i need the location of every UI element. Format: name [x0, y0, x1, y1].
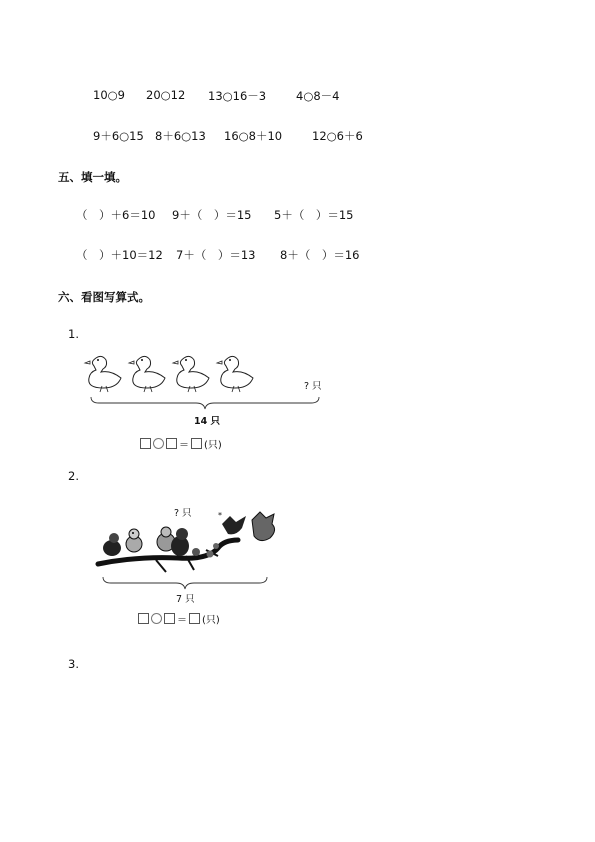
bird-icon — [252, 512, 275, 541]
total-label: 14 只 — [194, 416, 221, 427]
fill-item: （ ）＋10＝12 — [76, 248, 163, 262]
section-6-title: 六、看图写算式。 — [58, 290, 150, 304]
birds-branch-illustration — [96, 506, 281, 578]
duck-icon — [173, 356, 209, 392]
fill-item: （ ）＋6＝10 — [76, 208, 156, 222]
compare-item: 16○8＋10 — [224, 129, 283, 143]
ducks-illustration — [86, 354, 266, 394]
unit-label: (只) — [204, 440, 222, 451]
duck-icon — [85, 356, 121, 392]
bird-icon — [171, 528, 189, 556]
compare-item: 10○9 — [93, 88, 125, 102]
compare-item: 4○8－4 — [296, 89, 340, 103]
unknown-label: ? 只 — [174, 508, 192, 519]
compare-item: 12○6＋6 — [312, 129, 363, 143]
question-number: 2. — [68, 469, 79, 483]
answer-formula — [138, 611, 220, 626]
answer-box[interactable] — [138, 613, 149, 624]
bird-icon — [103, 533, 121, 556]
answer-box[interactable] — [191, 438, 202, 449]
svg-text:*: * — [218, 511, 222, 520]
compare-item: 20○12 — [146, 88, 186, 102]
brace-total — [90, 396, 320, 410]
unit-label: (只) — [202, 615, 220, 626]
operator-circle[interactable] — [153, 438, 164, 449]
answer-box[interactable] — [164, 613, 175, 624]
total-label: 7 只 — [176, 594, 195, 605]
compare-item: 13○16－3 — [208, 89, 267, 103]
question-number: 1. — [68, 327, 79, 341]
duck-icon — [129, 356, 165, 392]
question-number: 3. — [68, 657, 79, 671]
section-5-title: 五、填一填。 — [58, 170, 127, 184]
answer-box[interactable] — [166, 438, 177, 449]
compare-item: 8＋6○13 — [155, 129, 206, 143]
equal-sign: ＝ — [177, 615, 187, 626]
brace-total — [102, 576, 268, 590]
equal-sign: ＝ — [179, 440, 189, 451]
bird-icon — [222, 516, 246, 534]
fill-item: 8＋（ ）＝16 — [280, 248, 360, 262]
compare-item: 9＋6○15 — [93, 129, 144, 143]
fill-item: 9＋（ ）＝15 — [172, 208, 252, 222]
fill-item: 5＋（ ）＝15 — [274, 208, 354, 222]
answer-box[interactable] — [140, 438, 151, 449]
unknown-label: ? 只 — [304, 381, 322, 392]
bird-icon — [126, 529, 142, 552]
fill-item: 7＋（ ）＝13 — [176, 248, 256, 262]
duck-icon — [217, 356, 253, 392]
answer-box[interactable] — [189, 613, 200, 624]
operator-circle[interactable] — [151, 613, 162, 624]
answer-formula — [140, 436, 222, 451]
